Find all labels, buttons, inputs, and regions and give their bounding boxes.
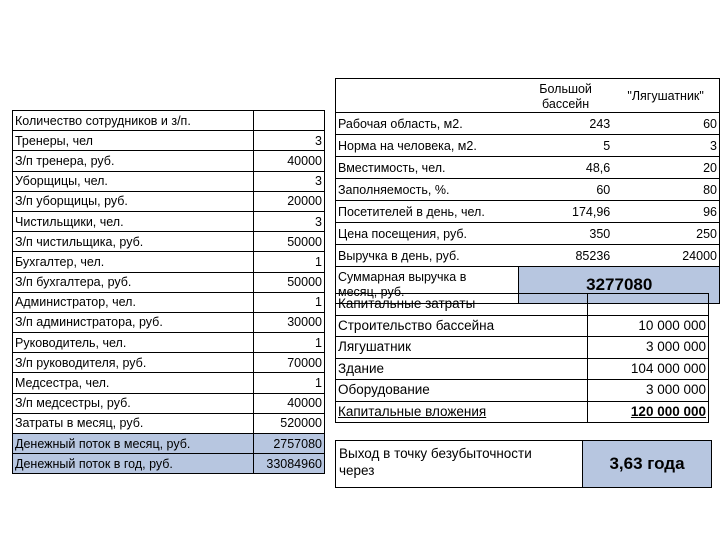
pool-row <box>336 245 720 267</box>
staff-row-label: Тренеры, чел <box>13 131 254 151</box>
capex-row-label: Строительство бассейна <box>336 315 588 337</box>
staff-row <box>13 292 325 312</box>
pool-row-frog-value: 20 <box>612 157 719 179</box>
pool-row <box>336 201 720 223</box>
pool-header-row <box>336 79 720 113</box>
capex-row <box>336 380 709 402</box>
pool-row-label: Норма на человека, м2. <box>336 135 519 157</box>
pool-row-frog-value: 250 <box>612 223 719 245</box>
pool-row-big-value: 60 <box>519 179 612 201</box>
pool-row <box>336 113 720 135</box>
pool-row <box>336 135 720 157</box>
breakeven-value: 3,63 года <box>583 441 711 487</box>
staff-row-label: Уборщицы, чел. <box>13 171 254 191</box>
staff-row-label: Руководитель, чел. <box>13 333 254 353</box>
staff-row <box>13 333 325 353</box>
capex-row <box>336 315 709 337</box>
capex-row-label: Капитальные вложения <box>336 401 588 423</box>
pool-row-big-value: 350 <box>519 223 612 245</box>
capex-row-value <box>588 294 709 316</box>
capex-row <box>336 337 709 359</box>
capex-row <box>336 358 709 380</box>
capex-row-value: 10 000 000 <box>588 315 709 337</box>
staff-row <box>13 171 325 191</box>
staff-row-label: Администратор, чел. <box>13 292 254 312</box>
pool-row-label: Выручка в день, руб. <box>336 245 519 267</box>
pool-row-frog-value: 3 <box>612 135 719 157</box>
pool-row <box>336 157 720 179</box>
pool-row-frog-value: 96 <box>612 201 719 223</box>
pool-row-label: Посетителей в день, чел. <box>336 201 519 223</box>
staff-row-value: 3 <box>254 131 325 151</box>
staff-row-label: Чистильщики, чел. <box>13 211 254 231</box>
staff-row <box>13 454 325 474</box>
staff-row-value: 50000 <box>254 272 325 292</box>
staff-header-value <box>254 111 325 131</box>
staff-row-value: 40000 <box>254 393 325 413</box>
staff-row <box>13 151 325 171</box>
staff-row-value: 40000 <box>254 151 325 171</box>
pool-row-label: Рабочая область, м2. <box>336 113 519 135</box>
pool-total-value: 3277080 <box>519 267 720 304</box>
staff-row-label: Денежный поток в год, руб. <box>13 454 254 474</box>
staff-row-value: 30000 <box>254 312 325 332</box>
staff-row <box>13 434 325 454</box>
staff-row-label: З/п администратора, руб. <box>13 312 254 332</box>
capex-row-label: Оборудование <box>336 380 588 402</box>
capex-row <box>336 401 709 423</box>
pool-col-big-header <box>519 79 612 113</box>
pool-row-frog-value: 60 <box>612 113 719 135</box>
pool-row-big-value: 174,96 <box>519 201 612 223</box>
staff-row-label: З/п бухгалтера, руб. <box>13 272 254 292</box>
pool-row-frog-value: 24000 <box>612 245 719 267</box>
breakeven-label-line2: через <box>339 463 375 478</box>
capex-row-value: 3 000 000 <box>588 380 709 402</box>
staff-row-value: 33084960 <box>254 454 325 474</box>
capex-row-value: 120 000 000 <box>588 401 709 423</box>
breakeven-box <box>335 440 712 488</box>
breakeven-label <box>336 441 583 487</box>
staff-row <box>13 211 325 231</box>
pool-row-label: Цена посещения, руб. <box>336 223 519 245</box>
staff-row-label: З/п медсестры, руб. <box>13 393 254 413</box>
capex-row-value: 104 000 000 <box>588 358 709 380</box>
pool-row <box>336 223 720 245</box>
capex-row-label: Капитальные затраты <box>336 294 588 316</box>
capital-costs-table <box>335 293 709 423</box>
staff-salary-table <box>12 110 325 474</box>
pool-total-label-line1: Суммарная выручка в <box>338 270 467 284</box>
staff-row <box>13 312 325 332</box>
staff-row-value: 3 <box>254 171 325 191</box>
staff-row-label: Медсестра, чел. <box>13 373 254 393</box>
pool-row-big-value: 243 <box>519 113 612 135</box>
staff-row-label: З/п чистильщика, руб. <box>13 232 254 252</box>
staff-row <box>13 373 325 393</box>
staff-row <box>13 413 325 433</box>
pool-row-label: Заполняемость, %. <box>336 179 519 201</box>
pool-row-big-value: 5 <box>519 135 612 157</box>
capex-row-value: 3 000 000 <box>588 337 709 359</box>
pool-row-frog-value: 80 <box>612 179 719 201</box>
pool-col-big-line2: бассейн <box>542 97 590 111</box>
staff-row-label: З/п тренера, руб. <box>13 151 254 171</box>
staff-row-value: 70000 <box>254 353 325 373</box>
staff-row-value: 3 <box>254 211 325 231</box>
capex-row <box>336 294 709 316</box>
staff-row-label: Бухгалтер, чел. <box>13 252 254 272</box>
pool-row-label: Вместимость, чел. <box>336 157 519 179</box>
pool-header-empty <box>336 79 519 113</box>
staff-row <box>13 252 325 272</box>
staff-row <box>13 191 325 211</box>
breakeven-label-line1: Выход в точку безубыточности <box>339 446 532 461</box>
pool-row <box>336 179 720 201</box>
pool-row-big-value: 85236 <box>519 245 612 267</box>
capex-row-label: Лягушатник <box>336 337 588 359</box>
staff-row-label: Денежный поток в месяц, руб. <box>13 434 254 454</box>
staff-row-value: 1 <box>254 333 325 353</box>
staff-row-label: Затраты в месяц, руб. <box>13 413 254 433</box>
pool-row-big-value: 48,6 <box>519 157 612 179</box>
staff-row-label: З/п уборщицы, руб. <box>13 191 254 211</box>
staff-row <box>13 272 325 292</box>
pool-revenue-table <box>335 78 720 304</box>
staff-row-value: 20000 <box>254 191 325 211</box>
staff-row-value: 2757080 <box>254 434 325 454</box>
staff-row <box>13 353 325 373</box>
pool-col-big-line1: Большой <box>539 82 592 96</box>
staff-row-value: 1 <box>254 292 325 312</box>
staff-header-row <box>13 111 325 131</box>
staff-row-value: 1 <box>254 252 325 272</box>
capex-row-label: Здание <box>336 358 588 380</box>
staff-row-value: 520000 <box>254 413 325 433</box>
staff-row <box>13 131 325 151</box>
staff-row <box>13 393 325 413</box>
staff-row-value: 50000 <box>254 232 325 252</box>
staff-row-value: 1 <box>254 373 325 393</box>
staff-header-label: Количество сотрудников и з/п. <box>13 111 254 131</box>
pool-total-label-line2: месяц, руб. <box>338 285 405 299</box>
pool-col-frog-header: "Лягушатник" <box>612 79 719 113</box>
staff-row-label: З/п руководителя, руб. <box>13 353 254 373</box>
staff-row <box>13 232 325 252</box>
